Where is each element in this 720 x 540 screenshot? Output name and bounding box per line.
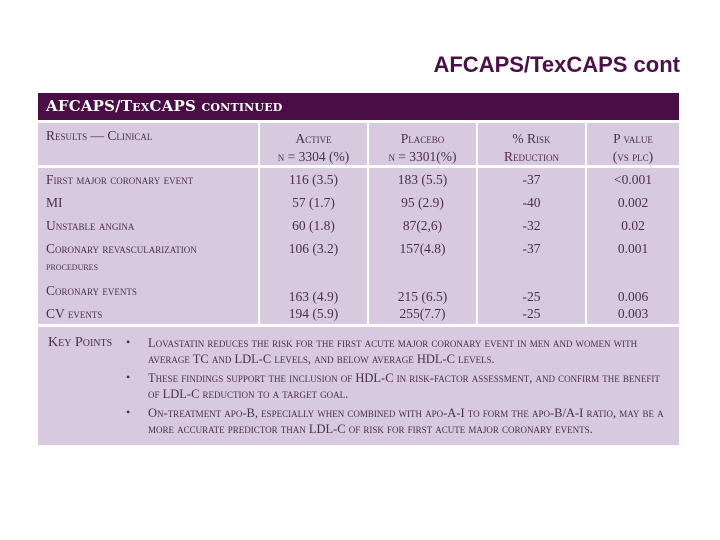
card-header: AFCAPS/TexCAPS continued: [38, 93, 679, 120]
key-point-text: Lovastatin reduces the risk for the first acute major coronary event in men and women with average TC and LDL-C levels, and below average HDL-C levels.: [148, 336, 638, 366]
row-risk: -25: [522, 306, 541, 321]
key-point-text: These findings support the inclusion of HDL-C in risk-factor assessment, and confirm the benefit of LDL-C reduction to a target goal.: [148, 371, 660, 401]
key-points-list: [126, 335, 671, 440]
header-placebo-line2: n = 3301(%): [388, 149, 457, 164]
header-placebo: [369, 130, 476, 166]
row-placebo: 157(4.8): [399, 241, 446, 256]
slide-title: AFCAPS/TexCAPS cont: [433, 52, 680, 77]
row-active: 163 (4.9): [288, 289, 339, 304]
header-risk-line1: % Risk: [512, 131, 551, 146]
header-p-line2: (vs plc): [612, 149, 654, 164]
row-active: 106 (3.2): [288, 241, 339, 256]
row-p: 0.001: [617, 241, 649, 256]
row-label: Coronary revascularization: [46, 241, 197, 256]
header-active-line2: n = 3304 (%): [277, 149, 350, 164]
row-risk: -25: [522, 289, 541, 304]
header-placebo-line1: Placebo: [400, 131, 445, 146]
row-label: Coronary events: [46, 283, 137, 298]
row-p: 0.006: [617, 289, 649, 304]
row-placebo: 215 (6.5): [397, 289, 448, 304]
key-point-item: [126, 370, 671, 402]
header-p: [587, 130, 679, 166]
row-placebo: 87(2,6): [402, 218, 443, 233]
key-point-item: [126, 335, 671, 367]
key-points-label: Key Points: [48, 335, 113, 350]
row-label: MI: [46, 195, 63, 210]
row-active: 57 (1.7): [292, 195, 335, 210]
header-risk: [478, 130, 585, 166]
row-placebo: 183 (5.5): [397, 172, 448, 187]
row-label: CV events: [46, 306, 103, 321]
row-risk: -37: [522, 241, 541, 256]
divider-keypoints: [38, 324, 679, 327]
header-results: Results — Clinical: [46, 128, 153, 143]
bullet-icon: •: [126, 370, 131, 384]
divider-top: [38, 120, 679, 123]
header-active: [260, 130, 367, 166]
row-active: 60 (1.8): [292, 218, 335, 233]
bullet-icon: •: [126, 335, 131, 349]
row-p: <0.001: [614, 172, 652, 187]
row-active: 116 (3.5): [289, 172, 338, 187]
row-placebo: 255(7.7): [399, 306, 446, 321]
key-point-text: On-treatment apo-B, especially when combined with apo-A-I to form the apo-B/A-I ratio, may be a more accurate predictor than LDL-C of risk for first acute major coronary events.: [148, 406, 664, 436]
header-risk-line2: Reduction: [504, 149, 559, 164]
row-label-continued: procedures: [46, 259, 99, 273]
row-p: 0.02: [621, 218, 645, 233]
row-risk: -32: [522, 218, 541, 233]
row-active: 194 (5.9): [288, 306, 339, 321]
row-label: First major coronary event: [46, 172, 194, 187]
key-point-item: [126, 405, 671, 437]
row-risk: -40: [522, 195, 541, 210]
bullet-icon: •: [126, 405, 131, 419]
header-active-line1: Active: [295, 131, 332, 146]
header-p-line1: P value: [613, 131, 653, 146]
row-risk: -37: [522, 172, 541, 187]
row-label: Unstable angina: [46, 218, 135, 233]
row-p: 0.003: [617, 306, 649, 321]
results-card: [38, 93, 679, 445]
row-p: 0.002: [617, 195, 649, 210]
row-placebo: 95 (2.9): [401, 195, 444, 210]
